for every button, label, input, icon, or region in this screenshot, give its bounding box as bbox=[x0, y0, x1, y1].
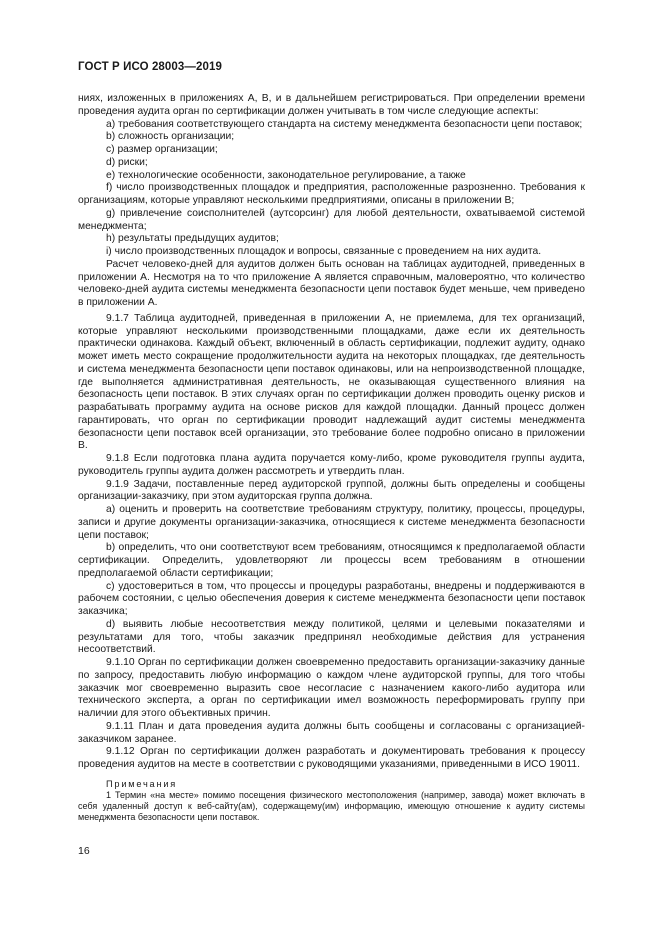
page-number: 16 bbox=[78, 845, 90, 857]
notes-block bbox=[78, 778, 585, 824]
note-item: 1 Термин «на месте» помимо посещения физического местоположения (например, завода) может включать в себя удаленный доступ к веб-сайту(ам), содержащему(им) информацию, имеющую отношение к аудиту системы менеджмента безопасности цепи поставок. bbox=[78, 789, 585, 823]
paragraph: d) риски; bbox=[106, 156, 148, 168]
paragraph: f) число производственных площадок и предприятия, расположенные разрозненно. Требования к организациям, которые управляют несколькими предприятиями, описаны в приложении В; bbox=[78, 182, 585, 206]
paragraph: 9.1.11 План и дата проведения аудита должны быть сообщены и согласованы с организацией-заказчиком заранее. bbox=[78, 720, 585, 745]
paragraph: a) требования соответствующего стандарта на систему менеджмента безопасности цепи поставок; bbox=[106, 118, 583, 130]
paragraph: d) выявить любые несоответствия между политикой, целями и целевыми показателями и результатами для того, чтобы заказчик предпринял необходимые действия для устранения несоответствий. bbox=[78, 618, 585, 656]
paragraph: 9.1.9 Задачи, поставленные перед аудиторской группой, должны быть определены и сообщены организации-заказчику, при этом аудиторская группа должна. bbox=[78, 478, 585, 503]
paragraph-list bbox=[78, 93, 585, 772]
paragraph: c) удостовериться в том, что процессы и процедуры разработаны, внедрены и поддерживаются в рабочем состоянии, с целью обеспечения доверия к системе менеджмента безопасности цепи поставок заказчика; bbox=[78, 580, 585, 617]
notes-title: Примечания bbox=[106, 778, 178, 789]
paragraph: ниях, изложенных в приложениях А, В, и в дальнейшем регистрироваться. При определении времени проведения аудита орган по сертификации должен учитывать в том числе следующие аспекты: bbox=[78, 93, 585, 117]
paragraph: 9.1.10 Орган по сертификации должен своевременно предоставить организации-заказчику данные по запросу, предоставить любую информацию о каждом члене аудиторской группы, для того чтобы заказчик мог своевременно выразить свое несогласие с назначением какого-либо аудитора или технического эксперта, а орган по сертификации имел возможность переформировать группу при наличии для этого объективных причин. bbox=[78, 657, 585, 719]
paragraph: h) результаты предыдущих аудитов; bbox=[106, 233, 279, 245]
paragraph: 9.1.12 Орган по сертификации должен разработать и документировать требования к процессу проведения аудитов на месте в соответствии с руководящими указаниями, приведенными в ИСО 19011. bbox=[78, 746, 585, 770]
notes-items bbox=[78, 790, 585, 824]
paragraph: i) число производственных площадок и вопросы, связанные с проведением на них аудита. bbox=[106, 246, 542, 257]
paragraph: a) оценить и проверить на соответствие требованиям структуру, политику, процессы, процедуры, записи и другие документы организации-заказчика, относящиеся к системе менеджмента безопасности цепи поставок; bbox=[78, 504, 585, 541]
paragraph: Расчет человеко-дней для аудитов должен быть основан на таблицах аудитодней, приведенных в приложении А. Несмотря на то что приложение А является справочным, маловероятно, что количество человеко-дней аудита системы менеджмента безопасности цепи поставок будет меньше, чем приведено в приложении А. bbox=[78, 258, 585, 308]
paragraph: 9.1.8 Если подготовка плана аудита поручается кому-либо, кроме руководителя группы аудита, руководитель группы аудита должен рассмотреть и утвердить план. bbox=[78, 453, 585, 477]
paragraph: 9.1.7 Таблица аудитодней, приведенная в приложении А, не приемлема, для тех организаций, которые управляют несколькими производственными площадками, даже если их деятельность практически одинакова. Каждый объект, включенный в область сертификации, подлежит аудиту, однако может иметь место сокращение продолжительности аудита на некоторых площадках, где деятельность и система менеджмента безопасности цепи поставок одинаковы, или на непроизводственной площадке, где выполняется административная деятельность, не оказывающая существенного влияния на безопасность цепи поставок. В этих случаях орган по сертификации должен проводить оценку рисков и разрабатывать программу аудита на основе рисков для каждой площадки. Данный процесс должен гарантировать, что орган по сертификации проводит надлежащий аудит системы менеджмента безопасности цепи поставок всей организации, это требование более подробно описано в приложении В. bbox=[78, 312, 585, 452]
paragraph: g) привлечение соисполнителей (аутсорсинг) для любой деятельности, охватываемой системой менеджмента; bbox=[78, 207, 585, 232]
paragraph: e) технологические особенности, законодательное регулирование, а также bbox=[106, 169, 466, 181]
paragraph: b) определить, что они соответствуют всем требованиям, относящимся к предполагаемой области сертификации. Определить, удовлетворяют ли процессы всем требованиям в отношении предполагаемой области сертификации; bbox=[78, 542, 585, 579]
document-body bbox=[78, 93, 585, 824]
paragraph: c) размер организации; bbox=[106, 144, 218, 155]
document-header: ГОСТ Р ИСО 28003—2019 bbox=[78, 61, 223, 73]
paragraph: b) сложность организации; bbox=[106, 131, 235, 143]
